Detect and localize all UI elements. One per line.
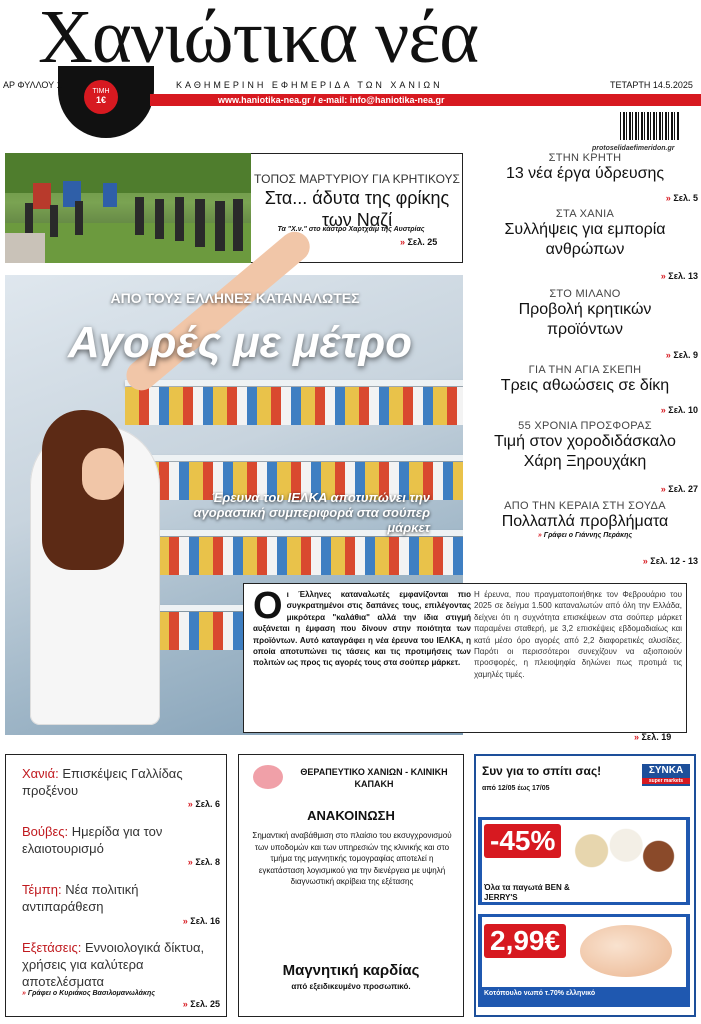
store-logo [642,764,690,786]
hero-kicker: ΑΠΟ ΤΟΥΣ ΕΛΛΗΝΕΣ ΚΑΤΑΝΑΛΩΤΕΣ [110,290,360,306]
crowd-illustration [5,153,251,263]
source-credit: protoselidaefimeridon.gr [592,145,675,152]
side-headline: 13 νέα έργα ύδρευσης [505,165,665,182]
shelf-goods [125,387,463,425]
lead-text-left: ι Έλληνες καταναλωτές εμφανίζονται πιο συγκρατημένοι στις δαπάνες τους, επιλέγοντας μικρότερα "καλάθια" αλλά την ίδια στιγμή αυξάνεται η έμφαση που δίνουν στην ποιότητα των προϊόντων. Αυτό καταγράφει η νέα έρευνα του ΙΕΛΚΑ, η οποία αποτυπώνει τις τάσεις και τις προτιμήσεις των πολιτών ως προς τις αγορές τους στα σούπερ μάρκετ. [253,590,471,668]
side-headline: Πολλαπλά προβλήματα [501,513,669,530]
contact-link[interactable]: www.haniotika-nea.gr / e-mail: info@haniotika-nea.gr [218,95,445,105]
brief-text: Ημερίδα για τον ελαιοτουρισμό [22,824,163,856]
side-story[interactable] [470,364,700,396]
masthead [0,0,701,110]
clinic-logo-icon [253,765,283,789]
top-story-page: Σελ. 25 [407,237,438,247]
side-page: Σελ. 13 [668,271,698,281]
announcement-heading: ΑΝΑΚΟΙΝΩΣΗ [307,808,395,823]
lead-page-ref[interactable]: » Σελ. 19 [634,732,672,742]
price-badge [84,80,118,114]
shelf [145,455,463,461]
brief-item[interactable] [22,765,222,799]
top-story-headline[interactable]: Στα... άδυτα της φρίκης των Ναζί [264,188,450,230]
top-story-kicker: ΤΟΠΟΣ ΜΑΡΤΥΡΙΟΥ ΓΙΑ ΚΡΗΤΙΚΟΥΣ [254,172,460,186]
side-headline: Συλλήψεις για εμπορία ανθρώπων [504,221,666,258]
chicken-product [580,925,672,977]
side-page-ref[interactable]: » Σελ. 5 [665,193,698,203]
side-page: Σελ. 5 [673,193,698,203]
brief-item[interactable] [22,881,222,915]
clinic-name: ΘΕΡΑΠΕΥΤΙΚΟ ΧΑΝΙΩΝ - ΚΛΙΝΙΚΗ ΚΑΠΑΚΗ [300,767,448,789]
side-byline-text: Γράφει ο Γιάννης Περάκης [543,532,633,539]
offer-discount: -45% [484,824,561,858]
side-page: Σελ. 9 [673,350,698,360]
announcement-body: Σημαντική αναβάθμιση στο πλαίσιο του εκσυγχρονισμού των υποδομών και των υπηρεσιών της κλινικής και στο τμήμα της μαγνητικής τομογραφίας αποτελεί η εγκατάσταση λογισμικού για την διενέργεια με υψηλή διαγνωστική ακρίβεια της εξέτασης [252,831,452,886]
price-label: ΤΙΜΗ [92,88,110,95]
brief-text: Εννοιολογικά δίκτυα, χρήσεις για καλύτερα αποτελέσματα [22,940,205,989]
ice-cream-cups [570,826,678,881]
brief-text: Επισκέψεις Γαλλίδας προξένου [22,766,183,798]
side-page: Σελ. 27 [668,484,698,494]
newspaper-title: Χανιώτικα νέα [38,0,479,79]
side-page: Σελ. 12 - 13 [650,556,698,566]
side-byline: » Γράφει ο Γιάννης Περάκης [537,532,633,539]
brief-text: Νέα πολιτική αντιπαράθεση [22,882,139,914]
brief-place: Τέμπη: [22,882,62,897]
brief-page-ref[interactable]: » Σελ. 25 [182,999,220,1009]
side-headline: Τρεις αθωώσεις σε δίκη [500,377,670,394]
side-story[interactable] [470,500,700,539]
side-story[interactable] [470,288,700,340]
hero-headline[interactable]: Αγορές με μέτρο [67,318,413,367]
side-kicker: ΣΤΟ ΜΙΛΑΝΟ [549,288,621,300]
side-page-ref[interactable]: » Σελ. 27 [660,484,698,494]
side-headline: Τιμή στον χοροδιδάσκαλο Χάρη Ξηρουχάκη [494,433,676,470]
shelf-goods [155,537,463,575]
store-logo-text: ΣΥΝΚΑ [648,765,684,776]
offer-caption: Κοτόπουλο νωπό τ.70% ελληνικό [484,990,596,997]
side-kicker: ΓΙΑ ΤΗΝ ΑΓΙΑ ΣΚΕΠΗ [528,364,642,376]
announcement-footer: από εξειδικευμένο προσωπικό. [291,982,411,991]
lead-text-right: Η έρευνα, που πραγματοποιήθηκε τον Φεβρουάριο του 2025 σε δείγμα 1.500 καταναλωτών από όλη την Ελλάδα, δείχνει ότι η συχνότητα επισκέψεων στα σούπερ μάρκετ παραμένει σταθερή, με 3,2 επισκέψεις εβδομαδιαίως και κατά μέσο όρο αγορές από 2,2 διαφορετικές αλυσίδες. Παρότι οι περισσότεροι συνεχίζουν να αξιοποιούν προσφορές, η πλειοψηφία δηλώνει πως προτιμά τις χαμηλές τιμές. [474,590,682,679]
lead-article-left [253,585,471,669]
side-page-ref[interactable]: » Σελ. 10 [660,405,698,415]
brief-place: Βούβες: [22,824,69,839]
offer-price: 2,99€ [484,924,566,958]
side-kicker: 55 ΧΡΟΝΙΑ ΠΡΟΣΦΟΡΑΣ [518,420,652,432]
side-story[interactable] [470,420,700,472]
ad-title: Συν για το σπίτι σας! [482,764,602,778]
top-story-subtitle: Τα "Χ.ν." στο κάστρο Χαρτχάιμ της Αυστρίας [277,226,425,233]
issue-date: ΤΕΤΑΡΤΗ 14.5.2025 [610,80,693,90]
announcement-highlight: Μαγνητική καρδίας [282,962,420,979]
brief-byline: » Γράφει ο Κυριάκος Βασιλομανωλάκης [22,990,155,997]
shopper-face [82,448,124,500]
side-story[interactable] [470,152,700,184]
side-kicker: ΑΠΟ ΤΗΝ ΚΕΡΑΙΑ ΣΤΗ ΣΟΥΔΑ [504,500,666,512]
price-value: 1€ [95,95,106,105]
side-page: Σελ. 10 [668,405,698,415]
store-logo-sub: super markets [642,778,690,784]
side-kicker: ΣΤΗΝ ΚΡΗΤΗ [548,152,622,164]
side-page-ref[interactable]: » Σελ. 9 [665,350,698,360]
brief-page-ref[interactable]: » Σελ. 8 [187,857,220,867]
drop-cap: Ο [253,585,283,627]
shelf [125,380,463,386]
brief-item[interactable] [22,939,222,990]
issue-number: ΑΡ ΦΥΛΛΟΥ 1 [3,80,62,90]
side-story[interactable] [470,208,700,260]
brief-page: Σελ. 6 [195,799,220,809]
brief-place: Χανιά: [22,766,59,781]
barcode-icon [620,112,680,140]
brief-page: Σελ. 25 [190,999,220,1009]
briefs-box [5,754,227,1017]
brief-byline-text: Γράφει ο Κυριάκος Βασιλομανωλάκης [27,990,155,997]
side-kicker: ΣΤΑ ΧΑΝΙΑ [555,208,615,220]
side-headline: Προβολή κρητικών προϊόντων [518,301,652,338]
brief-page: Σελ. 8 [195,857,220,867]
ad-dates: από 12/05 έως 17/05 [482,785,550,792]
brief-page: Σελ. 16 [190,916,220,926]
memorial-photo [5,153,251,263]
brief-item[interactable] [22,823,222,857]
brief-page-ref[interactable]: » Σελ. 16 [182,916,220,926]
offer-caption: Όλα τα παγωτά BEN & JERRY'S [484,883,570,902]
brief-page-ref[interactable]: » Σελ. 6 [187,799,220,809]
top-story-page-ref[interactable]: » Σελ. 25 [400,237,438,247]
side-page-ref[interactable]: » Σελ. 13 [660,271,698,281]
hero-subtitle: Έρευνα του ΙΕΛΚΑ αποτυπώνει την αγοραστική συμπεριφορά στα σούπερ μάρκετ [193,490,430,535]
side-page-ref[interactable]: » Σελ. 12 - 13 [642,556,698,566]
lead-page: Σελ. 19 [641,732,672,742]
brief-place: Εξετάσεις: [22,940,82,955]
tagline: ΚΑΘΗΜΕΡΙΝΗ ΕΦΗΜΕΡΙΔΑ ΤΩΝ ΧΑΝΙΩΝ [176,80,443,90]
